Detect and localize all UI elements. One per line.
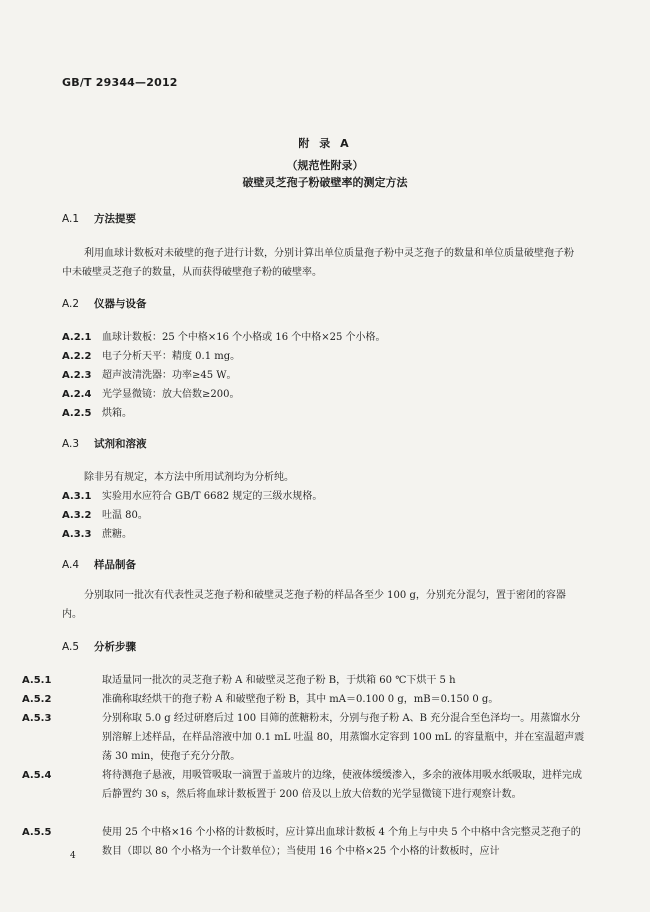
item-text: 分别称取 5.0 g 经过研磨后过 100 目筛的蔗糖粉末，分别与孢子粉 A、B 充分混合至色泽均一。用蒸馏水分别溶解上述样品，在样品溶液中加 0.1 mL 吐温 80，用蒸馏水定容到 100 mL 的容量瓶中，并在室温超声震荡 30 min，使孢子充分分散。 [102,713,585,762]
item-number: A.3.1 [62,491,92,502]
list-item [62,487,582,506]
list-item [22,671,586,690]
paragraph-a1: 利用血球计数板对未破壁的孢子进行计数，分别计算出单位质量孢子粉中灵芝孢子的数量和单位质量破壁孢子粉中未破壁灵芝孢子的数量，从而获得破壁孢子粉的破壁率。 [62,248,574,278]
item-text: 电子分析天平：精度 0.1 mg。 [102,351,241,362]
list-item [62,506,582,525]
item-number: A.5.1 [22,675,52,686]
item-number: A.2.5 [62,408,92,419]
section-title: 方法提要 [94,213,136,225]
annex-type: （规范性附录） [286,159,364,172]
section-heading-a5 [62,639,136,654]
section-title: 仪器与设备 [94,298,147,310]
standard-code: GB/T 29344—2012 [62,76,178,89]
item-text: 取适量同一批次的灵芝孢子粉 A 和破壁灵芝孢子粉 B，于烘箱 60 ℃下烘干 5 h [102,675,456,686]
item-number: A.5.2 [22,694,52,705]
item-number: A.2.3 [62,370,92,381]
list-item [62,347,582,366]
section-title: 分析步骤 [94,641,136,653]
item-text: 吐温 80。 [102,510,148,521]
list-item [22,690,586,709]
section-heading-a3 [62,436,147,451]
annex-title: 附 录 A [298,137,352,150]
item-number: A.2.1 [62,332,92,343]
list-item [62,366,582,385]
section-heading-a2 [62,296,147,311]
item-text: 准确称取经烘干的孢子粉 A 和破壁孢子粉 B，其中 mA＝0.100 0 g，mB＝0.150 0 g。 [102,694,499,705]
list-item [22,766,586,804]
item-number: A.3.3 [62,529,92,540]
item-number: A.5.4 [22,770,52,781]
section-number: A.4 [62,559,80,571]
item-text: 蔗糖。 [102,529,132,540]
item-text: 超声波清洗器：功率≥45 W。 [102,370,237,381]
item-text: 光学显微镜：放大倍数≥200。 [102,389,240,400]
section-number: A.5 [62,641,80,653]
annex-name: 破壁灵芝孢子粉破壁率的测定方法 [242,176,408,189]
item-text: 血球计数板：25 个中格×16 个小格或 16 个中格×25 个小格。 [102,332,386,343]
paragraph-a3-intro: 除非另有规定，本方法中所用试剂均为分析纯。 [84,472,294,483]
item-number: A.2.4 [62,389,92,400]
item-text: 实验用水应符合 GB/T 6682 规定的三级水规格。 [102,491,323,502]
section-title: 样品制备 [94,559,136,571]
section-number: A.3 [62,438,80,450]
item-text: 使用 25 个中格×16 个小格的计数板时，应计算出血球计数板 4 个角上与中央 5 个中格中含完整灵芝孢子的数目（即以 80 个小格为一个计数单位）；当使用 16 个中格×25 个小格的计数板时，应计 [102,827,581,857]
item-number: A.5.5 [22,827,52,838]
section-title: 试剂和溶液 [94,438,147,450]
list-item [62,404,582,423]
paragraph-a4: 分别取同一批次有代表性灵芝孢子粉和破壁灵芝孢子粉的样品各至少 100 g，分别充分混匀，置于密闭的容器内。 [62,590,566,620]
item-number: A.5.3 [22,713,52,724]
list-item [22,709,586,766]
list-item [22,823,586,861]
item-number: A.3.2 [62,510,92,521]
item-text: 烘箱。 [102,408,132,419]
item-number: A.2.2 [62,351,92,362]
list-item [62,525,582,544]
list-item [62,385,582,404]
section-heading-a1 [62,211,136,226]
list-item [62,328,582,347]
section-number: A.1 [62,213,80,225]
section-number: A.2 [62,298,80,310]
item-text: 将待测孢子悬液，用吸管吸取一滴置于盖玻片的边缘，使液体缓缓渗入，多余的液体用吸水纸吸取，进样完成后静置约 30 s，然后将血球计数板置于 200 倍及以上放大倍数的光学显微镜下进行观察计数。 [102,770,582,800]
section-heading-a4 [62,557,136,572]
page-number: 4 [70,851,76,861]
